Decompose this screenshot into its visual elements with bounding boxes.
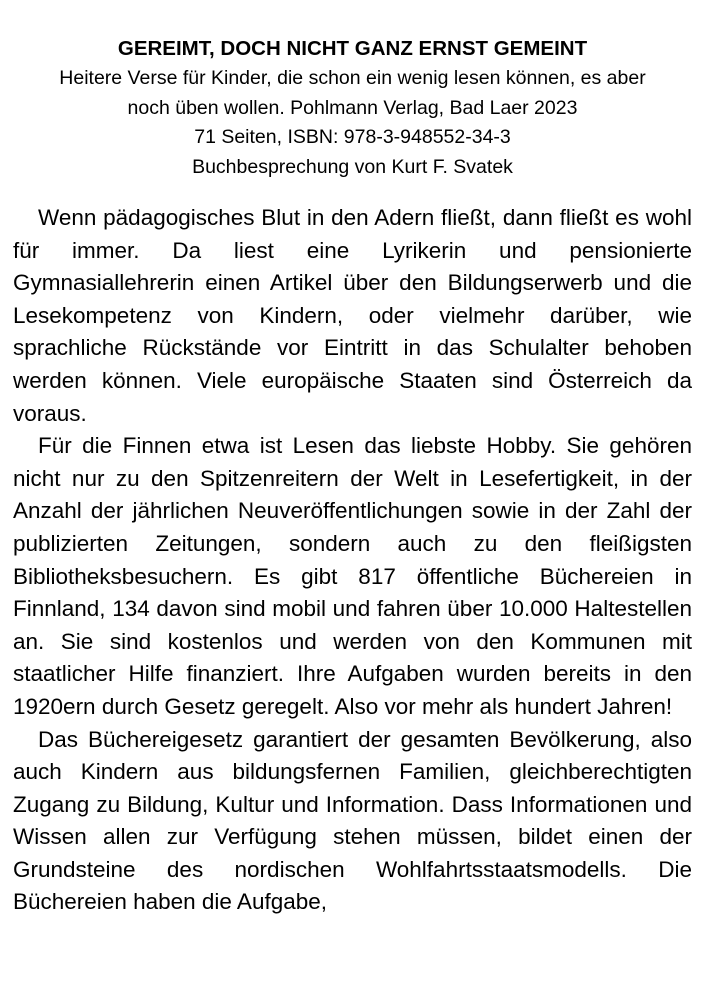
review-author: Buchbesprechung von Kurt F. Svatek [192, 155, 513, 178]
book-details: 71 Seiten, ISBN: 978-3-948552-34-3 [194, 126, 511, 148]
paragraph-3: Das Büchereigesetz garantiert der gesamten Bevölkerung, also auch Kindern aus bildungsfernen Familien, gleichberechtigten Zugang zu Bildung, Kultur und Information. Dass Informationen und Wissen allen zur Verfügung stehen müssen, bildet einen der Grundsteine des nordischen Wohlfahrtsstaatsmodells. Die Büchereien haben die Aufgabe, [13, 726, 692, 915]
paragraph-1: Wenn pädagogisches Blut in den Adern fließt, dann fließt es wohl für immer. Da liest eine Lyrikerin und pensionierte Gymnasiallehrerin einen Artikel über den Bildungserwerb und die Lesekompetenz von Kindern, oder vielmehr darüber, wie sprachliche Rückstände vor Eintritt in das Schulalter behoben werden können. Viele europäische Staaten sind Österreich da voraus. [13, 205, 692, 426]
book-title: GEREIMT, DOCH NICHT GANZ ERNST GEMEINT [117, 37, 588, 60]
review-body [13, 202, 692, 919]
paragraph-2: Für die Finnen etwa ist Lesen das liebste Hobby. Sie gehören nicht nur zu den Spitzenreitern der Welt in Lesefertigkeit, in der Anzahl der jährlichen Neuveröffentlichungen sowie in der Zahl der publizierten Zeitungen, sondern auch zu den fleißigsten Bibliotheksbesuchern. Es gibt 817 öffentliche Büchereien in Finnland, 134 davon sind mobil und fahren über 10.000 Haltestellen an. Sie sind kostenlos und werden von den Kommunen mit staatlicher Hilfe finanziert. Ihre Aufgaben wurden bereits in den 1920ern durch Gesetz geregelt. Also vor mehr als hundert Jahren! [13, 433, 692, 719]
book-header [13, 34, 692, 182]
book-subtitle-line-2: noch üben wollen. Pohlmann Verlag, Bad Laer 2023 [127, 96, 578, 119]
book-subtitle-line-1: Heitere Verse für Kinder, die schon ein wenig lesen können, es aber [59, 67, 646, 89]
